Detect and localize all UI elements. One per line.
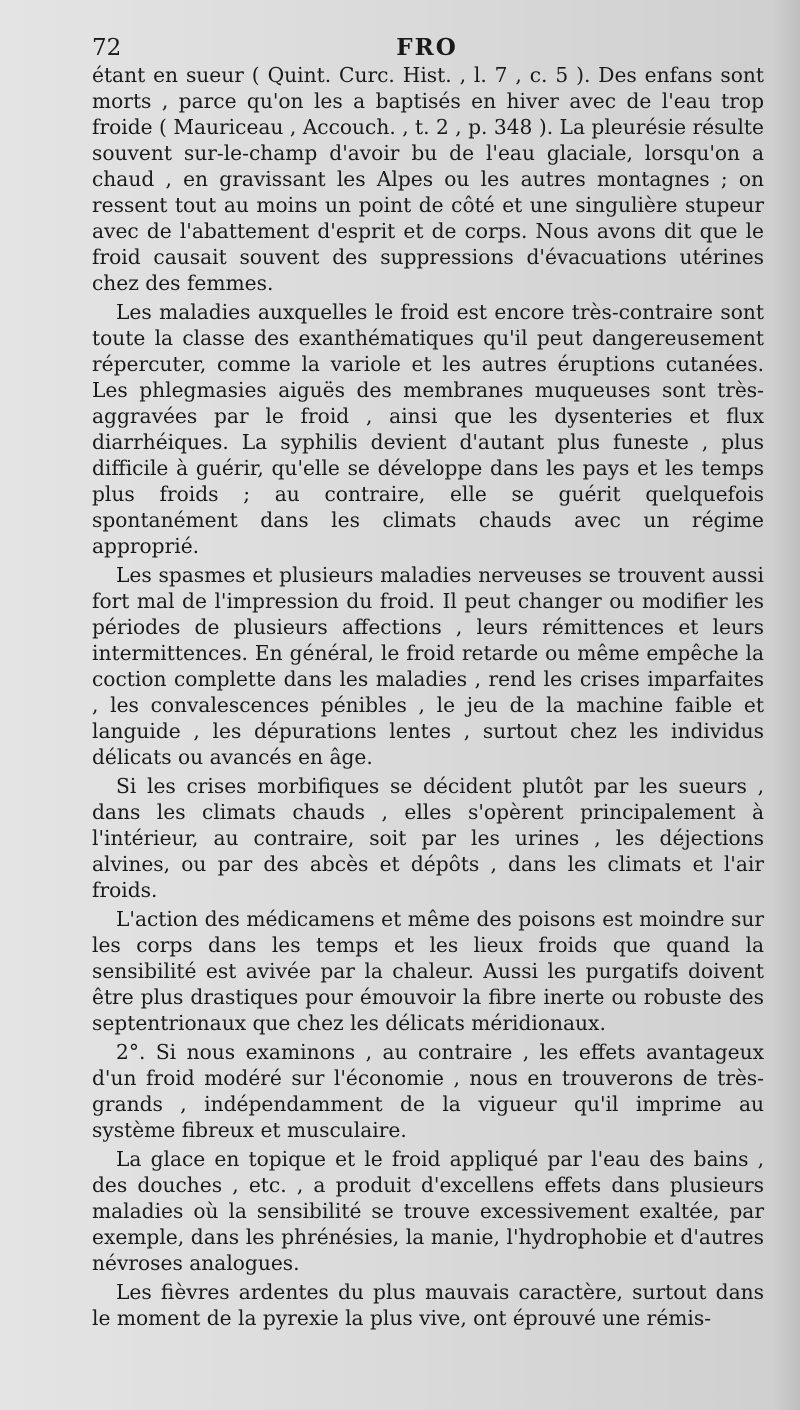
paragraph: étant en sueur ( Quint. Curc. Hist. , l. 7 , c. 5 ). Des enfans sont morts , parce qu'on les a baptisés en hiver avec de l'eau trop froide ( Mauriceau , Accouch. , t. 2 , p. 348 ). La pleurésie résulte souvent sur-le-champ d'avoir bu de l'eau glaciale, lorsqu'on a chaud , en gravissant les Alpes ou les autres montagnes ; on ressent tout au moins un point de côté et une singulière stupeur avec de l'abattement d'esprit et de corps. Nous avons dit que le froid causait souvent des suppressions d'évacuations utérines chez des femmes. — [92, 63, 764, 295]
page-edge-shadow — [772, 0, 800, 1410]
running-head: FRO — [396, 34, 458, 61]
page-number: 72 — [92, 35, 122, 61]
paragraph: Les spasmes et plusieurs maladies nerveuses se trouvent aussi fort mal de l'impression du froid. Il peut changer ou modifier les périodes de plusieurs affections , leurs rémittences et leurs intermittences. En général, le froid retarde ou même empêche la coction complette dans les maladies , rend les crises imparfaites , les convalescences pénibles , le jeu de la machine faible et languide , les dépurations lentes , surtout chez les individus délicats ou avancés en âge. — [92, 563, 764, 769]
paragraph: 2°. Si nous examinons , au contraire , les effets avantageux d'un froid modéré sur l'économie , nous en trouverons de très-grands , indépendamment de la vigueur qu'il imprime au système fibreux et musculaire. — [92, 1040, 764, 1142]
paragraph: La glace en topique et le froid appliqué par l'eau des bains , des douches , etc. , a produit d'excellens effets dans plusieurs maladies où la sensibilité se trouve excessivement exaltée, par exemple, dans les phrénésies, la manie, l'hydrophobie et d'autres névroses analogues. — [92, 1147, 764, 1275]
paragraph: Si les crises morbifiques se décident plutôt par les sueurs , dans les climats chauds , elles s'opèrent principalement à l'intérieur, au contraire, soit par les urines , les déjections alvines, ou par des abcès et dépôts , dans les climats et l'air froids. — [92, 774, 764, 902]
paragraph: L'action des médicamens et même des poisons est moindre sur les corps dans les temps et les lieux froids que quand la sensibilité est avivée par la chaleur. Aussi les purgatifs doivent être plus drastiques pour émouvoir la fibre inerte ou robuste des septentrionaux que chez les délicats méridionaux. — [92, 907, 764, 1035]
page-header — [92, 34, 762, 64]
paragraph: Les fièvres ardentes du plus mauvais caractère, surtout dans le moment de la pyrexie la plus vive, ont éprouvé une rémis- — [92, 1280, 764, 1330]
paragraph: Les maladies auxquelles le froid est encore très-contraire sont toute la classe des exanthématiques qu'il peut dangereusement répercuter, comme la variole et les autres éruptions cutanées. Les phlegmasies aiguës des membranes muqueuses sont très-aggravées par le froid , ainsi que les dysenteries et flux diarrhéiques. La syphilis devient d'autant plus funeste , plus difficile à guérir, qu'elle se développe dans les pays et les temps plus froids ; au contraire, elle se guérit quelquefois spontanément dans les climats chauds avec un régime approprié. — [92, 300, 764, 558]
body-text — [92, 62, 764, 1331]
